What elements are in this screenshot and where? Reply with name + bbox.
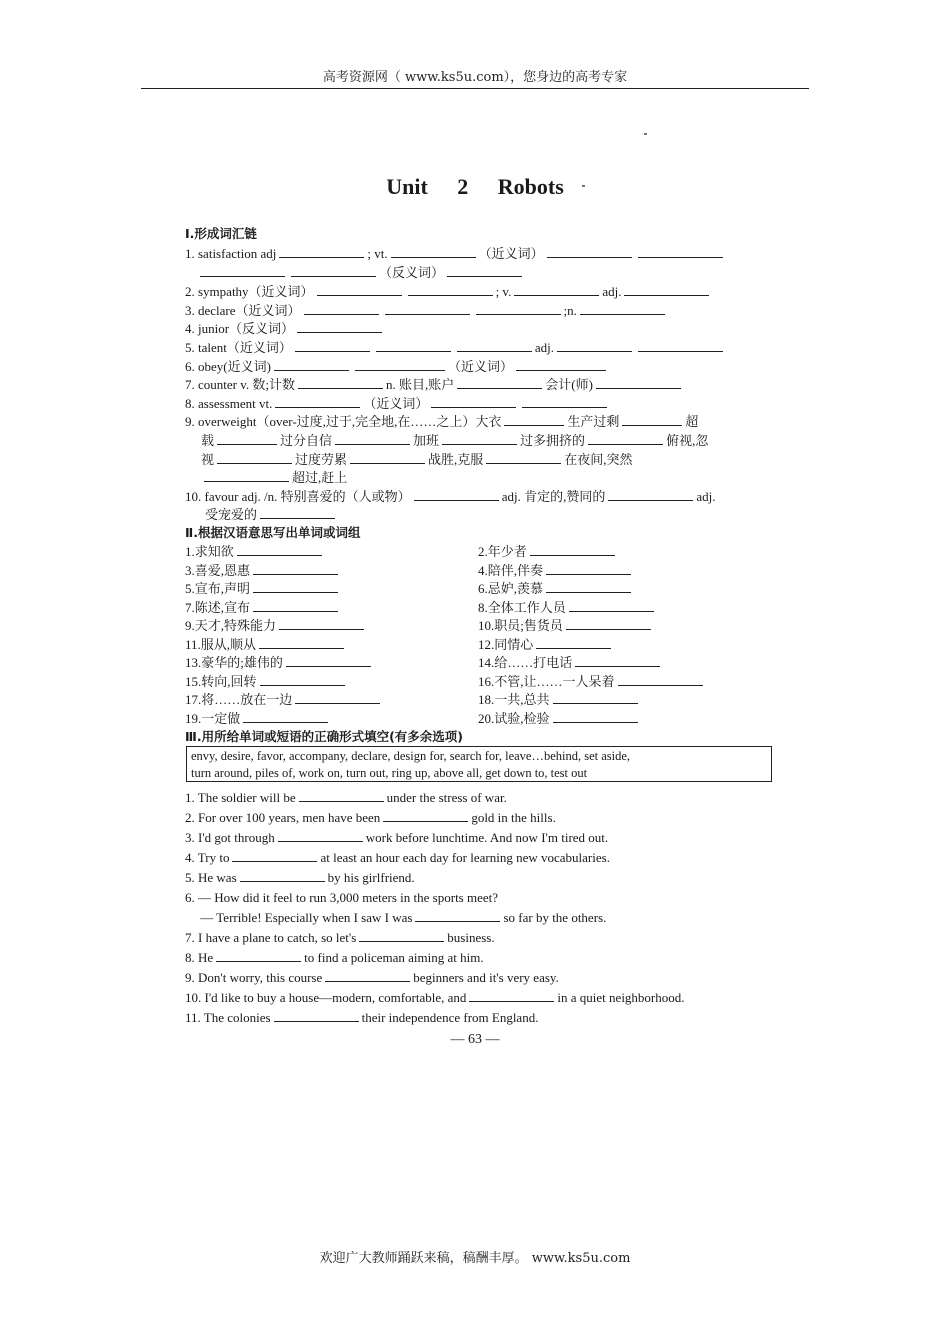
cn-item: 2.年少者 xyxy=(478,541,618,560)
page-number: — 63 — xyxy=(450,1032,500,1047)
section-2-heading: Ⅱ.根据汉语意思写出单词或词组 xyxy=(185,525,361,540)
sentence-item: 5. He was by his girlfriend. xyxy=(185,870,415,885)
vocab-line-10-cont: 受宠爱的 xyxy=(185,504,775,523)
cn-item: 18.一共,总共 xyxy=(478,689,641,708)
vocab-line-9: 9. overweight（over-过度,过于,完全地,在……之上）大衣 生产过剩 超 xyxy=(185,414,699,429)
cn-item: 5.宣布,声明 xyxy=(185,578,341,597)
cn-item: 17.将……放在一边 xyxy=(185,689,383,708)
vocab-line-5: 5. talent（近义词） adj. xyxy=(185,337,775,356)
cn-item: 7.陈述,宣布 xyxy=(185,597,341,616)
cn-item: 16.不管,让……一人呆着 xyxy=(478,671,706,690)
scan-speck xyxy=(644,133,647,135)
vocab-line-9-cont-c: 超过,赶上 xyxy=(185,467,775,486)
vocab-line-2: 2. sympathy（近义词） ; v. adj. xyxy=(185,281,775,300)
page-footer: 欢迎广大教师踊跃来稿，稿酬丰厚。 www.ks5u.com xyxy=(319,1251,631,1266)
sentence-item: — Terrible! Especially when I saw I was so far by the others. xyxy=(197,910,607,925)
page-header: 高考资源网（ www.ks5u.com），您身边的高考专家 xyxy=(322,70,628,85)
sentence-item: 2. For over 100 years, men have been gold in the hills. xyxy=(185,810,556,825)
sentence-item: 3. I'd got through work before lunchtime. And now I'm tired out. xyxy=(185,830,609,845)
vocab-line-4: 4. junior（反义词） xyxy=(185,318,775,337)
cn-item: 15.转向,回转 xyxy=(185,671,348,690)
sentence-item: 7. I have a plane to catch, so let's business. xyxy=(185,930,495,945)
cn-item: 3.喜爱,恩惠 xyxy=(185,560,341,579)
cn-item: 19.一定做 xyxy=(185,708,331,727)
vocab-line-9-cont-b: 视 过度劳累 战胜,克服 在夜间,突然 xyxy=(201,452,633,467)
section-1-heading: Ⅰ.形成词汇链 xyxy=(185,226,257,241)
header-rule xyxy=(141,88,809,89)
vocab-line-7: 7. counter v. 数;计数 n. 账目,账户 会计(师) xyxy=(185,374,775,393)
cn-item: 13.豪华的;雄伟的 xyxy=(185,652,374,671)
unit-title: Unit 2 Robots xyxy=(386,174,564,199)
vocab-line-1: 1. satisfaction adj ; vt. （近义词） xyxy=(185,243,775,262)
cn-item: 12.同情心 xyxy=(478,634,614,653)
cn-item: 1.求知欲 xyxy=(185,541,325,560)
cn-item: 9.天才,特殊能力 xyxy=(185,615,367,634)
cn-item: 8.全体工作人员 xyxy=(478,597,657,616)
vocab-line-3: 3. declare（近义词） ;n. xyxy=(185,300,775,319)
sentence-item: 4. Try to at least an hour each day for learning new vocabularies. xyxy=(185,850,610,865)
word-bank-box xyxy=(186,746,772,782)
sentence-item: 10. I'd like to buy a house—modern, comfortable, and in a quiet neighborhood. xyxy=(185,990,685,1005)
cn-item: 10.职员;售货员 xyxy=(478,615,654,634)
vocab-line-10: 10. favour adj. /n. 特别喜爱的（人或物） adj. 肯定的,赞同的 adj. xyxy=(185,489,716,504)
cn-item: 20.试验,检验 xyxy=(478,708,641,727)
section-3-heading: Ⅲ.用所给单词或短语的正确形式填空(有多余选项) xyxy=(185,729,463,744)
vocab-line-8: 8. assessment vt. （近义词） xyxy=(185,393,775,412)
vocab-line-6: 6. obey(近义词) （近义词） xyxy=(185,356,775,375)
cn-item: 14.给……打电话 xyxy=(478,652,663,671)
vocab-line-9-cont-a: 载 过分自信 加班 过多拥挤的 俯视,忽 xyxy=(201,433,709,448)
sentence-item: 11. The colonies their independence from England. xyxy=(185,1010,539,1025)
cn-item: 6.忌妒,羡慕 xyxy=(478,578,634,597)
cn-item: 11.服从,顺从 xyxy=(185,634,347,653)
cn-item: 4.陪伴,伴奏 xyxy=(478,560,634,579)
sentence-item: 9. Don't worry, this course beginners and it's very easy. xyxy=(185,970,559,985)
sentence-item: 6. — How did it feel to run 3,000 meters in the sports meet? xyxy=(185,890,499,905)
sentence-item: 1. The soldier will be under the stress of war. xyxy=(185,790,507,805)
word-bank-line: turn around, piles of, work on, turn out, ring up, above all, get down to, test out xyxy=(191,766,588,780)
vocab-line-1-cont: （反义词） xyxy=(185,262,775,281)
sentence-item: 8. He to find a policeman aiming at him. xyxy=(185,950,484,965)
word-bank-line: envy, desire, favor, accompany, declare, design for, search for, leave…behind, set aside, xyxy=(191,749,631,763)
